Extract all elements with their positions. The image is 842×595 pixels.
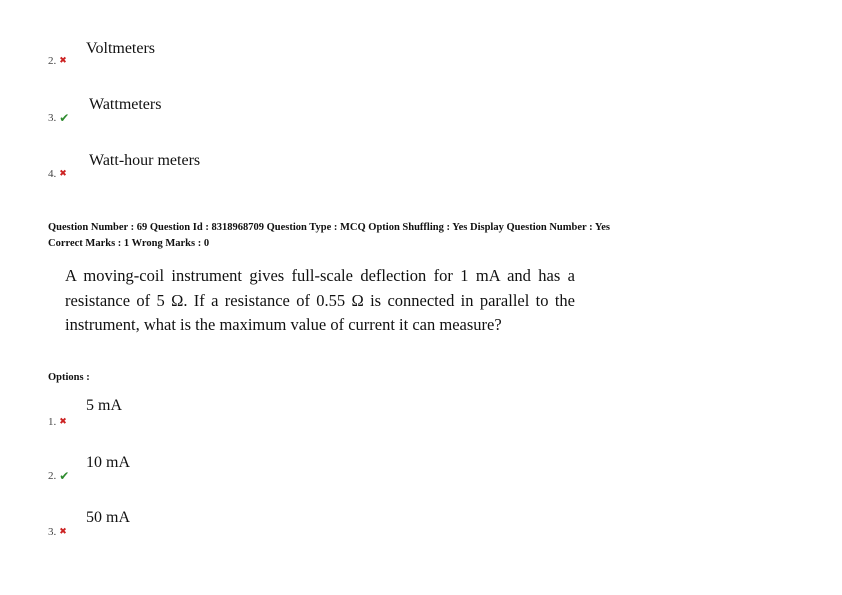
x-mark-icon: ✖: [59, 56, 67, 66]
option-number: [48, 416, 67, 428]
question-meta-line2: Correct Marks : 1 Wrong Marks : 0: [48, 238, 210, 249]
check-mark-icon: ✔: [59, 469, 70, 483]
option-number: [48, 55, 67, 67]
option-number-label: 3.: [48, 112, 57, 124]
option-number-label: 2.: [48, 470, 57, 482]
option-number-label: 4.: [48, 168, 57, 180]
option-text: 5 mA: [86, 397, 122, 414]
x-mark-icon: ✖: [59, 417, 67, 427]
option-number: [48, 526, 67, 538]
option-number-label: 1.: [48, 416, 57, 428]
option-text: Voltmeters: [86, 40, 156, 57]
options-label: Options :: [48, 372, 90, 383]
option-text: 10 mA: [86, 454, 130, 471]
x-mark-icon: ✖: [59, 169, 67, 179]
option-number: [48, 469, 69, 483]
option-text: Wattmeters: [89, 96, 162, 113]
option-number: [48, 168, 67, 180]
x-mark-icon: ✖: [59, 527, 67, 537]
question-text: A moving-coil instrument gives full-scale deflection for 1 mA and has a resistance of 5 Ω. If a resistance of 0.55 Ω is connected in parallel to the instrument, what is the maximum value of current it can measure?: [65, 266, 575, 334]
option-text: Watt-hour meters: [89, 152, 201, 169]
option-number-label: 2.: [48, 55, 57, 67]
option-number: [48, 111, 69, 125]
option-text: 50 mA: [86, 509, 130, 526]
option-number-label: 3.: [48, 526, 57, 538]
question-meta-line1: Question Number : 69 Question Id : 8318968709 Question Type : MCQ Option Shuffling : Yes Display Question Number : Yes: [48, 222, 611, 233]
check-mark-icon: ✔: [59, 111, 70, 125]
